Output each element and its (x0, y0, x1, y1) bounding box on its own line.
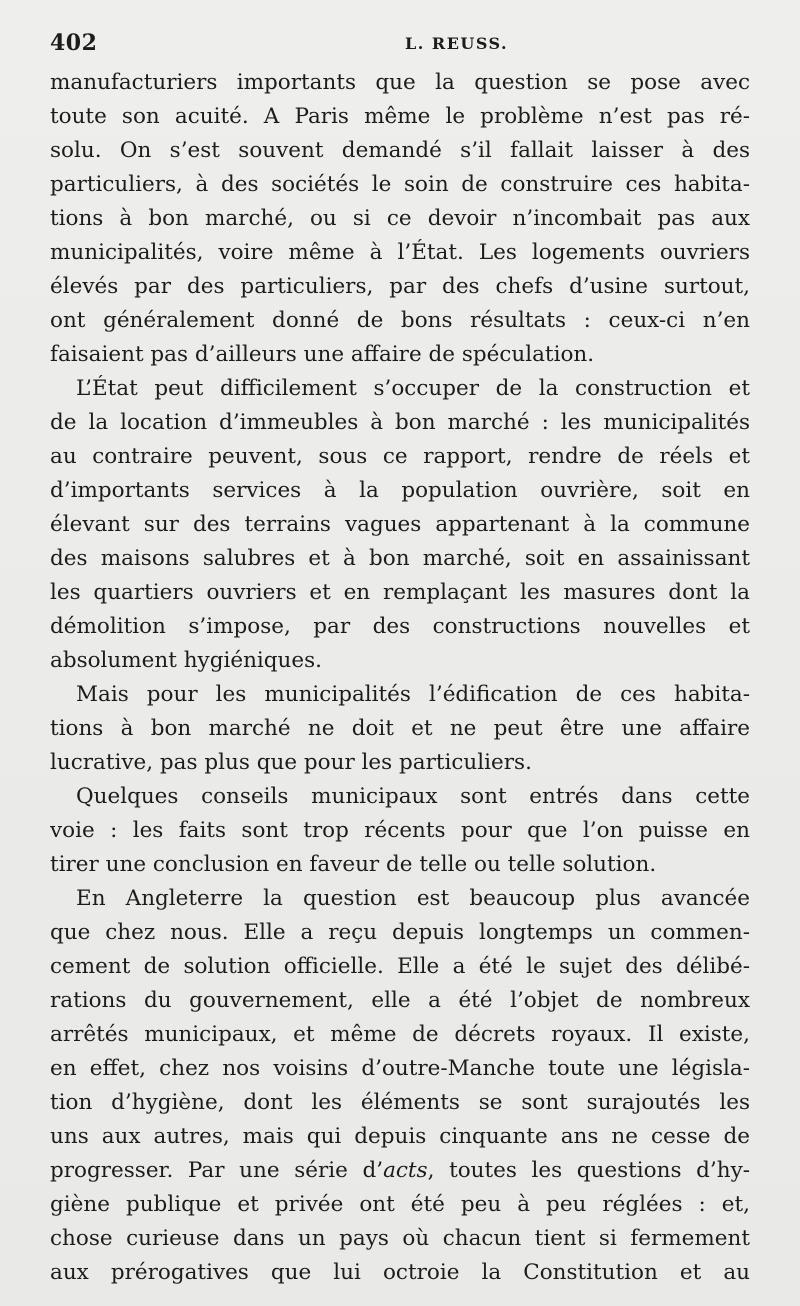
running-head-author: L. REUSS. (405, 34, 509, 53)
text-line: solu. On s’est souvent demandé s’il fallait laisser à des (50, 138, 750, 163)
text-line: voie : les faits sont trop récents pour que l’on puisse en (50, 818, 750, 843)
text-line: L’État peut difficilement s’occuper de la construction et (76, 376, 750, 401)
text-line: aux prérogatives que lui octroie la Constitution et au (50, 1260, 750, 1285)
text-line: giène publique et privée ont été peu à peu réglées : et, (50, 1192, 750, 1217)
text-line: uns aux autres, mais qui depuis cinquante ans ne cesse de (50, 1124, 750, 1149)
text-line: arrêtés municipaux, et même de décrets royaux. Il existe, (50, 1022, 750, 1047)
page-number: 402 (50, 30, 98, 56)
running-head (50, 30, 750, 66)
text-line: chose curieuse dans un pays où chacun tient si fermement (50, 1226, 750, 1251)
text-line: toute son acuité. A Paris même le problème n’est pas ré- (50, 104, 750, 129)
paragraph (50, 780, 750, 882)
paragraph (50, 372, 750, 678)
text-line: particuliers, à des sociétés le soin de construire ces habita- (50, 172, 750, 197)
text-line: élevés par des particuliers, par des chefs d’usine surtout, (50, 274, 750, 299)
text-line: municipalités, voire même à l’État. Les logements ouvriers (50, 240, 750, 265)
text-line: manufacturiers importants que la question se pose avec (50, 70, 750, 95)
text-line: les quartiers ouvriers et en remplaçant les masures dont la (50, 580, 750, 605)
paragraph (50, 882, 750, 1290)
text-line: tion d’hygiène, dont les éléments se sont surajoutés les (50, 1090, 750, 1115)
paragraph (50, 678, 750, 780)
text-line: des maisons salubres et à bon marché, soit en assainissant (50, 546, 750, 571)
text-line: rations du gouvernement, elle a été l’objet de nombreux (50, 988, 750, 1013)
text-line: Mais pour les municipalités l’édification de ces habita- (76, 682, 750, 707)
text-line: d’importants services à la population ouvrière, soit en (50, 478, 750, 503)
text-line: élevant sur des terrains vagues appartenant à la commune (50, 512, 750, 537)
text-line: tirer une conclusion en faveur de telle ou telle solution. (50, 852, 657, 877)
text-line: absolument hygiéniques. (50, 648, 322, 673)
text-line: faisaient pas d’ailleurs une affaire de spéculation. (50, 342, 595, 367)
body-text (50, 66, 750, 1290)
text-line: démolition s’impose, par des constructions nouvelles et (50, 614, 750, 639)
text-line: ont généralement donné de bons résultats : ceux-ci n’en (50, 308, 750, 333)
text-line: lucrative, pas plus que pour les particuliers. (50, 750, 532, 775)
text-line: En Angleterre la question est beaucoup plus avancée (76, 886, 750, 911)
text-line: tions à bon marché, ou si ce devoir n’incombait pas aux (50, 206, 750, 231)
text-line: de la location d’immeubles à bon marché : les municipalités (50, 410, 750, 435)
text-line: progresser. Par une série d’acts, toutes les questions d’hy- (50, 1158, 750, 1183)
text-line: cement de solution officielle. Elle a été le sujet des délibé- (50, 954, 750, 979)
text-line: Quelques conseils municipaux sont entrés dans cette (76, 784, 750, 809)
text-line: au contraire peuvent, sous ce rapport, rendre de réels et (50, 444, 750, 469)
text-line: que chez nous. Elle a reçu depuis longtemps un commen- (50, 920, 750, 945)
text-line: en effet, chez nos voisins d’outre-Manche toute une législa- (50, 1056, 750, 1081)
paragraph (50, 66, 750, 372)
text-line: tions à bon marché ne doit et ne peut être une affaire (50, 716, 750, 741)
